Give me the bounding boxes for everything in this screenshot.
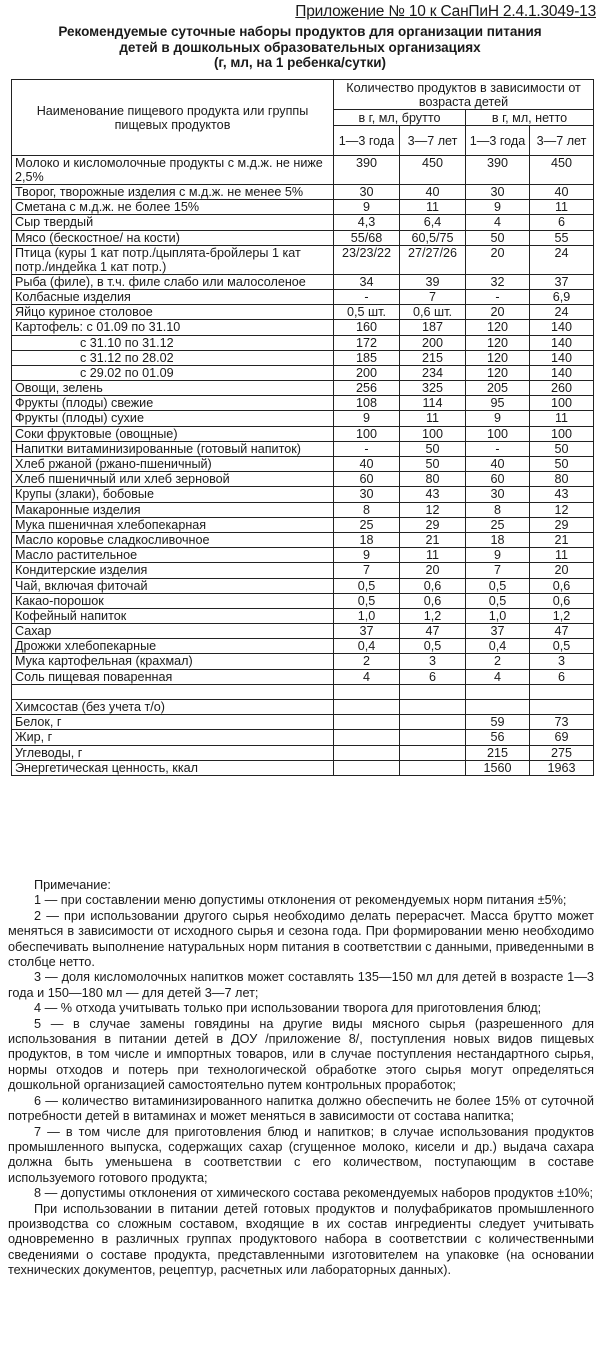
- value-cell: 450: [530, 156, 594, 185]
- value-cell: 0,4: [466, 639, 530, 654]
- value-cell: 37: [334, 624, 400, 639]
- value-cell: 0,5: [466, 593, 530, 608]
- value-cell: 9: [334, 548, 400, 563]
- value-cell: 73: [530, 715, 594, 730]
- value-cell: [400, 715, 466, 730]
- value-cell: 37: [466, 624, 530, 639]
- value-cell: 20: [530, 563, 594, 578]
- value-cell: 4: [466, 669, 530, 684]
- table-row: [12, 684, 594, 699]
- header-product-name: Наименование пищевого продукта или группы пищевых продуктов: [12, 80, 334, 156]
- value-cell: 7: [334, 563, 400, 578]
- value-cell: 11: [530, 548, 594, 563]
- value-cell: 6: [400, 669, 466, 684]
- value-cell: 120: [466, 335, 530, 350]
- value-cell: 0,6: [400, 593, 466, 608]
- product-name-cell: Молоко и кисломолочные продукты с м.д.ж. не ниже 2,5%: [12, 156, 334, 185]
- product-name-cell: Хлеб ржаной (ржано-пшеничный): [12, 457, 334, 472]
- value-cell: 6,4: [400, 215, 466, 230]
- table-row: [12, 215, 594, 230]
- value-cell: 12: [400, 502, 466, 517]
- product-name-cell: Жир, г: [12, 730, 334, 745]
- title-line: Рекомендуемые суточные наборы продуктов для организации питания: [58, 24, 542, 39]
- table-row: [12, 200, 594, 215]
- value-cell: [334, 730, 400, 745]
- value-cell: 43: [400, 487, 466, 502]
- value-cell: 8: [466, 502, 530, 517]
- value-cell: 40: [334, 457, 400, 472]
- value-cell: 215: [400, 350, 466, 365]
- value-cell: [400, 760, 466, 775]
- value-cell: 39: [400, 274, 466, 289]
- value-cell: 24: [530, 305, 594, 320]
- value-cell: 12: [530, 502, 594, 517]
- table-row: [12, 654, 594, 669]
- product-name-cell: Птица (куры 1 кат потр./цыплята-бройлеры 1 кат потр./индейка 1 кат потр.): [12, 245, 334, 274]
- value-cell: 29: [400, 517, 466, 532]
- value-cell: 0,6: [530, 593, 594, 608]
- table-row: [12, 578, 594, 593]
- table-row: [12, 730, 594, 745]
- value-cell: 25: [466, 517, 530, 532]
- product-name-cell: Овощи, зелень: [12, 381, 334, 396]
- note-item: 6 — количество витаминизированного напитка должно обеспечить не более 15% от суточной потребности детей в витаминах и может меняться в зависимости от состава напитка;: [8, 1093, 594, 1124]
- value-cell: 30: [466, 487, 530, 502]
- value-cell: 7: [400, 289, 466, 304]
- header-age-3-7-netto: 3—7 лет: [530, 126, 594, 156]
- value-cell: 100: [466, 426, 530, 441]
- value-cell: 18: [466, 532, 530, 547]
- value-cell: [530, 700, 594, 715]
- value-cell: 20: [400, 563, 466, 578]
- value-cell: 120: [466, 320, 530, 335]
- note-item: 7 — в том числе для приготовления блюд и напитков; в случае использования продуктов промышленного выпуска, содержащих сахар (сгущенное молоко, кисели и др.) выдача сахара должна быть уменьшена в соответствии с его количеством, поступающим в составе используемого готового продукта;: [8, 1124, 594, 1185]
- value-cell: 80: [400, 472, 466, 487]
- value-cell: 21: [530, 532, 594, 547]
- value-cell: 140: [530, 335, 594, 350]
- value-cell: 50: [400, 457, 466, 472]
- value-cell: 120: [466, 350, 530, 365]
- value-cell: 9: [466, 200, 530, 215]
- table-row: [12, 411, 594, 426]
- value-cell: 6,9: [530, 289, 594, 304]
- value-cell: 160: [334, 320, 400, 335]
- table-row: [12, 700, 594, 715]
- header-age-3-7-brutto: 3—7 лет: [400, 126, 466, 156]
- value-cell: [466, 700, 530, 715]
- product-name-cell: Соль пищевая поваренная: [12, 669, 334, 684]
- value-cell: 1,0: [334, 608, 400, 623]
- value-cell: 205: [466, 381, 530, 396]
- product-name-cell: Фрукты (плоды) свежие: [12, 396, 334, 411]
- value-cell: 9: [466, 548, 530, 563]
- value-cell: 140: [530, 350, 594, 365]
- note-item: 2 — при использовании другого сырья необходимо делать перерасчет. Масса брутто может меняться в зависимости от исходного сырья и сезона года. При формировании меню необходимо обеспечивать выполнение натуральных норм питания в соответствии с данными, приведенными в столбце нетто.: [8, 908, 594, 970]
- table-row: [12, 760, 594, 775]
- value-cell: [530, 684, 594, 699]
- value-cell: 0,6: [400, 578, 466, 593]
- value-cell: [334, 715, 400, 730]
- table-row: [12, 639, 594, 654]
- product-name-cell: Мясо (бескостное/ на кости): [12, 230, 334, 245]
- value-cell: 32: [466, 274, 530, 289]
- table-row: [12, 365, 594, 380]
- product-name-cell: Картофель: с 01.09 по 31.10: [12, 320, 334, 335]
- value-cell: 23/23/22: [334, 245, 400, 274]
- value-cell: 3: [530, 654, 594, 669]
- value-cell: 43: [530, 487, 594, 502]
- product-name-cell: Крупы (злаки), бобовые: [12, 487, 334, 502]
- value-cell: [400, 700, 466, 715]
- value-cell: 1560: [466, 760, 530, 775]
- notes-list: [8, 893, 594, 1278]
- table-row: [12, 350, 594, 365]
- product-name-cell: Мука пшеничная хлебопекарная: [12, 517, 334, 532]
- value-cell: 275: [530, 745, 594, 760]
- value-cell: 0,5 шт.: [334, 305, 400, 320]
- product-name-cell: Яйцо куриное столовое: [12, 305, 334, 320]
- value-cell: [334, 700, 400, 715]
- value-cell: -: [466, 289, 530, 304]
- value-cell: 6: [530, 669, 594, 684]
- product-name-cell: Химсостав (без учета т/о): [12, 700, 334, 715]
- product-name-cell: Масло растительное: [12, 548, 334, 563]
- value-cell: 7: [466, 563, 530, 578]
- table-row: [12, 396, 594, 411]
- product-name-cell: Хлеб пшеничный или хлеб зерновой: [12, 472, 334, 487]
- product-name-cell: Мука картофельная (крахмал): [12, 654, 334, 669]
- table-row: [12, 593, 594, 608]
- table-row: [12, 608, 594, 623]
- value-cell: 4: [334, 669, 400, 684]
- product-name-cell: Дрожжи хлебопекарные: [12, 639, 334, 654]
- value-cell: 100: [530, 426, 594, 441]
- value-cell: 40: [530, 185, 594, 200]
- value-cell: 2: [466, 654, 530, 669]
- value-cell: 9: [334, 411, 400, 426]
- value-cell: [334, 745, 400, 760]
- value-cell: 108: [334, 396, 400, 411]
- value-cell: 0,5: [334, 593, 400, 608]
- table-row: [12, 745, 594, 760]
- value-cell: 0,5: [466, 578, 530, 593]
- value-cell: 325: [400, 381, 466, 396]
- product-name-cell: Чай, включая фиточай: [12, 578, 334, 593]
- value-cell: 60,5/75: [400, 230, 466, 245]
- title-line: детей в дошкольных образовательных организациях: [119, 39, 481, 55]
- product-name-cell: Сахар: [12, 624, 334, 639]
- table-row: [12, 185, 594, 200]
- value-cell: 95: [466, 396, 530, 411]
- value-cell: 0,6: [530, 578, 594, 593]
- table-row: [12, 245, 594, 274]
- table-row: [12, 624, 594, 639]
- value-cell: 0,6 шт.: [400, 305, 466, 320]
- value-cell: 1,2: [530, 608, 594, 623]
- value-cell: 47: [400, 624, 466, 639]
- value-cell: [466, 684, 530, 699]
- product-name-cell: Какао-порошок: [12, 593, 334, 608]
- product-name-cell: Масло коровье сладкосливочное: [12, 532, 334, 547]
- table-row: [12, 715, 594, 730]
- value-cell: 215: [466, 745, 530, 760]
- value-cell: 80: [530, 472, 594, 487]
- product-name-cell: Энергетическая ценность, ккал: [12, 760, 334, 775]
- table-row: [12, 335, 594, 350]
- value-cell: 172: [334, 335, 400, 350]
- header-age-1-3-netto: 1—3 года: [466, 126, 530, 156]
- table-row: [12, 532, 594, 547]
- value-cell: 27/27/26: [400, 245, 466, 274]
- value-cell: 60: [334, 472, 400, 487]
- table-row: [12, 426, 594, 441]
- value-cell: 40: [466, 457, 530, 472]
- value-cell: 100: [530, 396, 594, 411]
- value-cell: [400, 684, 466, 699]
- product-name-cell: Макаронные изделия: [12, 502, 334, 517]
- value-cell: [334, 684, 400, 699]
- product-name-cell: Сметана с м.д.ж. не более 15%: [12, 200, 334, 215]
- table-row: [12, 274, 594, 289]
- product-name-cell: Колбасные изделия: [12, 289, 334, 304]
- value-cell: 256: [334, 381, 400, 396]
- value-cell: 69: [530, 730, 594, 745]
- table-row: [12, 669, 594, 684]
- table-row: [12, 487, 594, 502]
- notes-section: [8, 878, 594, 1279]
- product-name-cell: Фрукты (плоды) сухие: [12, 411, 334, 426]
- value-cell: 140: [530, 320, 594, 335]
- table-row: [12, 230, 594, 245]
- value-cell: 30: [466, 185, 530, 200]
- table-body: [12, 156, 594, 776]
- value-cell: 234: [400, 365, 466, 380]
- value-cell: 18: [334, 532, 400, 547]
- notes-heading: Примечание:: [34, 878, 111, 892]
- value-cell: 1,0: [466, 608, 530, 623]
- product-name-cell: Соки фруктовые (овощные): [12, 426, 334, 441]
- value-cell: 50: [400, 441, 466, 456]
- value-cell: 59: [466, 715, 530, 730]
- value-cell: 114: [400, 396, 466, 411]
- note-item: 3 — доля кисломолочных напитков может составлять 135—150 мл для детей в возрасте 1—3 года и 150—180 мл — для детей 3—7 лет;: [8, 970, 594, 1000]
- value-cell: 3: [400, 654, 466, 669]
- table-row: [12, 156, 594, 185]
- note-item: 4 — % отхода учитывать только при использовании творога для приготовления блюд;: [34, 1001, 542, 1016]
- value-cell: -: [466, 441, 530, 456]
- table-row: [12, 472, 594, 487]
- product-name-cell: Рыба (филе), в т.ч. филе слабо или малосоленое: [12, 274, 334, 289]
- value-cell: 390: [334, 156, 400, 185]
- value-cell: 11: [400, 200, 466, 215]
- value-cell: 4: [466, 215, 530, 230]
- note-item: 5 — в случае замены говядины на другие виды мясного сырья (разрешенного для использования в питании детей в ДОУ /приложение 8/, поступления новых видов пищевых продуктов, в том числе и импортных товаров, или в случае поступления нестандартного сырья, нормы отходов и потерь при технологической обработке этого сырья могут определяться дошкольной организацией самостоятельно путем контрольных проработок;: [8, 1016, 594, 1093]
- table-row: [12, 457, 594, 472]
- value-cell: [400, 730, 466, 745]
- value-cell: 20: [466, 305, 530, 320]
- value-cell: 1,2: [400, 608, 466, 623]
- value-cell: 8: [334, 502, 400, 517]
- value-cell: 120: [466, 365, 530, 380]
- value-cell: 50: [530, 457, 594, 472]
- product-name-cell: с 29.02 по 01.09: [12, 365, 334, 380]
- table-row: [12, 381, 594, 396]
- value-cell: [334, 760, 400, 775]
- value-cell: 200: [334, 365, 400, 380]
- value-cell: 29: [530, 517, 594, 532]
- product-name-cell: Кофейный напиток: [12, 608, 334, 623]
- value-cell: 140: [530, 365, 594, 380]
- product-name-cell: Кондитерские изделия: [12, 563, 334, 578]
- title-line: (г, мл, на 1 ребенка/сутки): [213, 55, 387, 70]
- value-cell: 50: [530, 441, 594, 456]
- header-quantity: Количество продуктов в зависимости от возраста детей: [334, 80, 594, 110]
- value-cell: 187: [400, 320, 466, 335]
- value-cell: 9: [466, 411, 530, 426]
- value-cell: 25: [334, 517, 400, 532]
- product-name-cell: Творог, творожные изделия с м.д.ж. не менее 5%: [12, 185, 334, 200]
- value-cell: 34: [334, 274, 400, 289]
- value-cell: 60: [466, 472, 530, 487]
- table-row: [12, 305, 594, 320]
- product-name-cell: Напитки витаминизированные (готовый напиток): [12, 441, 334, 456]
- value-cell: 0,5: [334, 578, 400, 593]
- value-cell: 260: [530, 381, 594, 396]
- product-name-cell: Сыр твердый: [12, 215, 334, 230]
- food-norms-table: [11, 79, 594, 776]
- note-item: При использовании в питании детей готовых продуктов и полуфабрикатов промышленного производства со сложным составом, входящие в их состав ингредиенты следует учитывать одновременно в различных группах продуктового набора в соответствии с количественными сведениями о составе продукта, представленными изготовителем на упаковке (на основании технических документов, рецептур, расчетных или лабораторных данных).: [8, 1201, 594, 1278]
- product-name-cell: [12, 684, 334, 699]
- document-title: [0, 24, 600, 71]
- value-cell: 185: [334, 350, 400, 365]
- value-cell: 6: [530, 215, 594, 230]
- table-row: [12, 548, 594, 563]
- value-cell: 20: [466, 245, 530, 274]
- product-name-cell: Углеводы, г: [12, 745, 334, 760]
- value-cell: 100: [334, 426, 400, 441]
- table-row: [12, 563, 594, 578]
- note-item: 1 — при составлении меню допустимы отклонения от рекомендуемых норм питания ±5%;: [34, 893, 567, 908]
- value-cell: 21: [400, 532, 466, 547]
- value-cell: [400, 745, 466, 760]
- product-name-cell: с 31.12 по 28.02: [12, 350, 334, 365]
- value-cell: 37: [530, 274, 594, 289]
- value-cell: 24: [530, 245, 594, 274]
- value-cell: 55: [530, 230, 594, 245]
- value-cell: 2: [334, 654, 400, 669]
- value-cell: 11: [530, 411, 594, 426]
- note-item: 8 — допустимы отклонения от химического состава рекомендуемых наборов продуктов ±10%;: [34, 1186, 593, 1201]
- value-cell: 390: [466, 156, 530, 185]
- value-cell: 40: [400, 185, 466, 200]
- header-brutto: в г, мл, брутто: [334, 110, 466, 126]
- product-name-cell: с 31.10 по 31.12: [12, 335, 334, 350]
- appendix-reference: Приложение № 10 к СанПиН 2.4.1.3049-13: [295, 3, 596, 20]
- value-cell: 50: [466, 230, 530, 245]
- value-cell: 55/68: [334, 230, 400, 245]
- product-name-cell: Белок, г: [12, 715, 334, 730]
- value-cell: 4,3: [334, 215, 400, 230]
- table-row: [12, 441, 594, 456]
- value-cell: 9: [334, 200, 400, 215]
- value-cell: 11: [400, 548, 466, 563]
- value-cell: -: [334, 289, 400, 304]
- value-cell: 1963: [530, 760, 594, 775]
- header-netto: в г, мл, нетто: [466, 110, 594, 126]
- table-row: [12, 320, 594, 335]
- value-cell: 30: [334, 487, 400, 502]
- value-cell: 100: [400, 426, 466, 441]
- table-row: [12, 502, 594, 517]
- value-cell: 47: [530, 624, 594, 639]
- value-cell: 56: [466, 730, 530, 745]
- value-cell: 0,4: [334, 639, 400, 654]
- header-age-1-3-brutto: 1—3 года: [334, 126, 400, 156]
- value-cell: 30: [334, 185, 400, 200]
- value-cell: 0,5: [530, 639, 594, 654]
- value-cell: 200: [400, 335, 466, 350]
- value-cell: 11: [530, 200, 594, 215]
- value-cell: 450: [400, 156, 466, 185]
- value-cell: 11: [400, 411, 466, 426]
- value-cell: -: [334, 441, 400, 456]
- value-cell: 0,5: [400, 639, 466, 654]
- table-row: [12, 517, 594, 532]
- table-row: [12, 289, 594, 304]
